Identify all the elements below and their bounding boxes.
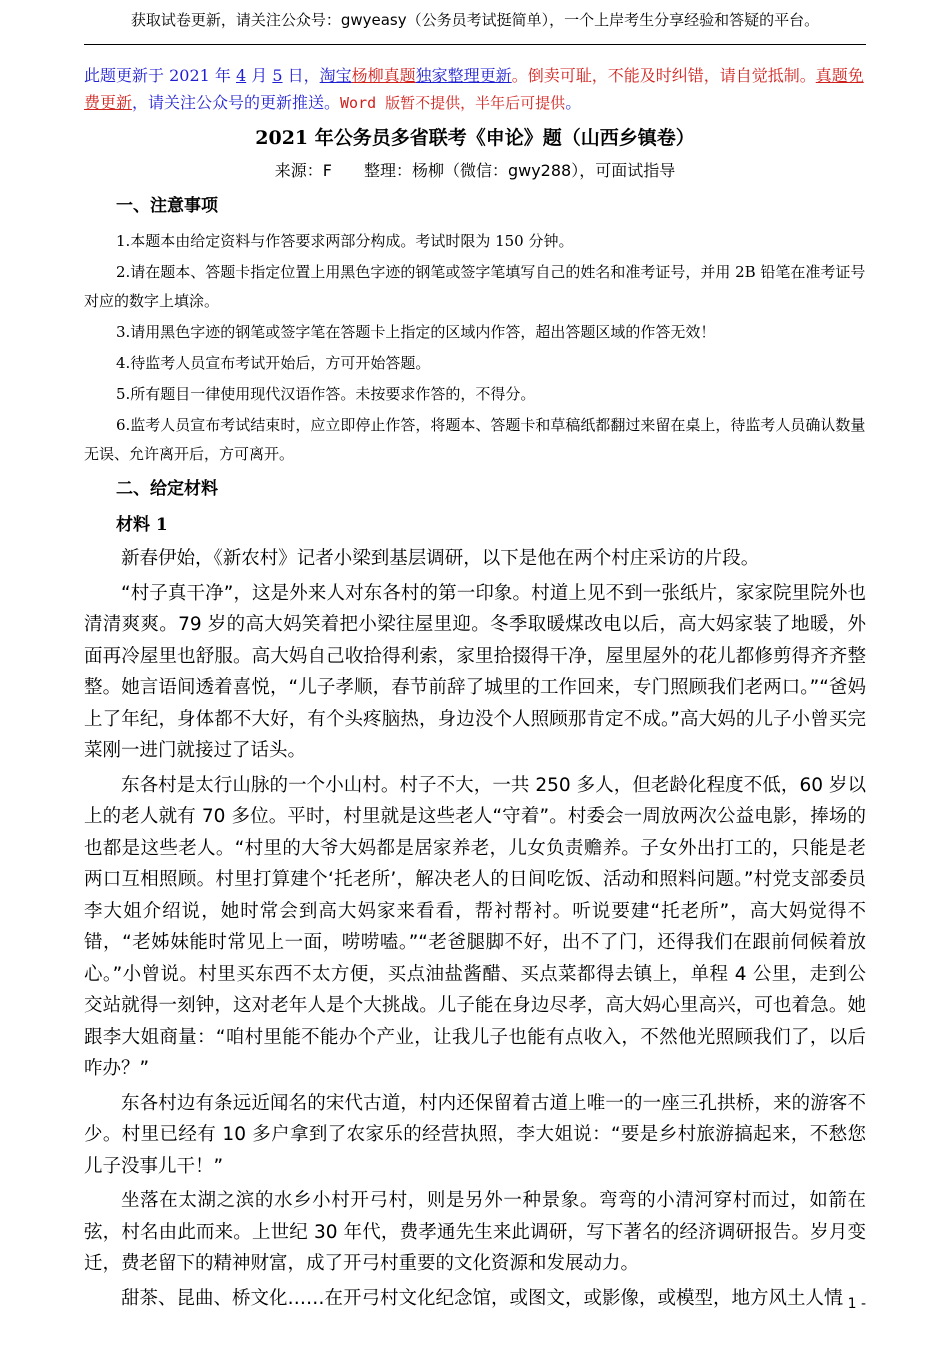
note-item: 2.请在题本、答题卡指定位置上用黑色字迹的钢笔或签字笔填写自己的姓名和准考证号，并用 2B 铅笔在准考证号对应的数字上填涂。: [84, 263, 866, 310]
note-item: 5.所有题目一律使用现代汉语作答。未按要求作答的，不得分。: [116, 385, 536, 403]
notice-day: 5: [272, 66, 283, 85]
section-heading-notes: 一、注意事项: [116, 196, 218, 216]
material-paragraph: “村子真干净”，这是外来人对东各村的第一印象。村道上见不到一张纸片，家家院里院外也清清爽爽。79 岁的高大妈笑着把小梁往屋里迎。冬季取暖煤改电以后，高大妈家装了地暖，外面再冷屋里也舒服。高大妈自己收拾得利索，家里拾掇得干净，屋里屋外的花儿都修剪得齐齐整整。她言语间透着喜悦，“儿子孝顺，春节前辞了城里的工作回来，专门照顾我们老两口。”“爸妈上了年纪，身体都不大好，有个头疼脑热，身边没个人照顾那肯定不成。”高大妈的儿子小曾买完菜刚一进门就接过了话头。: [84, 582, 866, 761]
document-source: 来源：F 整理：杨柳（微信：gwy288），可面试指导: [274, 161, 676, 180]
update-notice: [84, 62, 866, 117]
notice-text-5: ，请关注公众号的更新推送。: [132, 93, 341, 112]
notice-text-1: 此题更新于 2021 年: [84, 66, 236, 85]
material-paragraph: 新春伊始，《新农村》记者小梁到基层调研，以下是他在两个村庄采访的片段。: [121, 548, 760, 569]
material-paragraph: 坐落在太湖之滨的水乡小村开弓村，则是另外一种景象。弯弯的小清河穿村而过，如箭在弦，村名由此而来。上世纪 30 年代，费孝通先生来此调研，写下著名的经济调研报告。岁月变迁，费老留下的精神财富，成了开弓村重要的文化资源和发展动力。: [84, 1190, 866, 1274]
free-update-link[interactable]: 真题免费更新: [84, 66, 864, 112]
note-item: 1.本题本由给定资料与作答要求两部分构成。考试时限为 150 分钟。: [116, 232, 574, 250]
document-title: 2021 年公务员多省联考《申论》题（山西乡镇卷）: [255, 127, 695, 149]
shop-link[interactable]: 杨柳真题: [351, 66, 416, 85]
notice-month: 4: [235, 66, 247, 85]
material-paragraph: 甜茶、昆曲、桥文化……在开弓村文化纪念馆，或图文，或影像，或模型，地方风土人情: [121, 1287, 843, 1309]
exclusive-link[interactable]: 独家整理更新: [415, 66, 512, 85]
document-page: [84, 62, 866, 1317]
material-heading: 材料 1: [116, 515, 168, 535]
section-heading-materials: 二、给定材料: [116, 479, 218, 499]
header-banner: 获取试卷更新，请关注公众号：gwyeasy（公务员考试挺简单），一个上岸考生分享经验和答疑的平台。: [130, 11, 820, 29]
notice-text-3: 日，: [282, 66, 320, 85]
page-number: - 1 -: [838, 1296, 866, 1312]
notice-end: 。: [565, 93, 582, 112]
header-divider: [84, 44, 866, 45]
material-paragraph: 东各村边有条远近闻名的宋代古道，村内还保留着古道上唯一的一座三孔拱桥，来的游客不少。村里已经有 10 多户拿到了农家乐的经营执照，李大姐说：“要是乡村旅游搞起来，不愁您儿子没事儿干！”: [84, 1092, 866, 1177]
note-item: 3.请用黑色字迹的钢笔或签字笔在答题卡上指定的区域内作答，超出答题区域的作答无效！: [116, 323, 716, 341]
notice-text-4: 。倒卖可耻，不能及时纠错，请自觉抵制。: [511, 66, 816, 85]
word-version-note: Word 版暂不提供，半年后可提供: [340, 94, 566, 112]
taobao-link[interactable]: 淘宝: [319, 66, 352, 85]
material-paragraph: 东各村是太行山脉的一个小山村。村子不大，一共 250 多人，但老龄化程度不低，60 岁以上的老人就有 70 多位。平时，村里就是这些老人“守着”。村委会一周放两次公益电影，捧场的也都是这些老人。“村里的大爷大妈都是居家养老，儿女负责赡养。子女外出打工的，只能是老两口互相照顾。村里打算建个‘托老所’，解决老人的日间吃饭、活动和照料问题。”村党支部委员李大姐介绍说，她时常会到高大妈家来看看，帮衬帮衬。听说要建“托老所”，高大妈觉得不错，“老姊妹能时常见上一面，唠唠嗑。”“老爸腿脚不好，出不了门，还得我们在跟前伺候着放心。”小曾说。村里买东西不太方便，买点油盐酱醋、买点菜都得去镇上，单程 4 公里，走到公交站就得一刻钟，这对老年人是个大挑战。儿子能在身边尽孝，高大妈心里高兴，可也着急。她跟李大姐商量：“咱村里能不能办个产业，让我儿子也能有点收入，不然他光照顾我们了，以后咋办？”: [84, 774, 866, 1079]
note-item: 6.监考人员宣布考试结束时，应立即停止作答，将题本、答题卡和草稿纸都翻过来留在桌上，待监考人员确认数量无误、允许离开后，方可离开。: [84, 416, 866, 463]
notice-text-2: 月: [246, 66, 273, 85]
note-item: 4.待监考人员宣布考试开始后，方可开始答题。: [116, 354, 431, 372]
